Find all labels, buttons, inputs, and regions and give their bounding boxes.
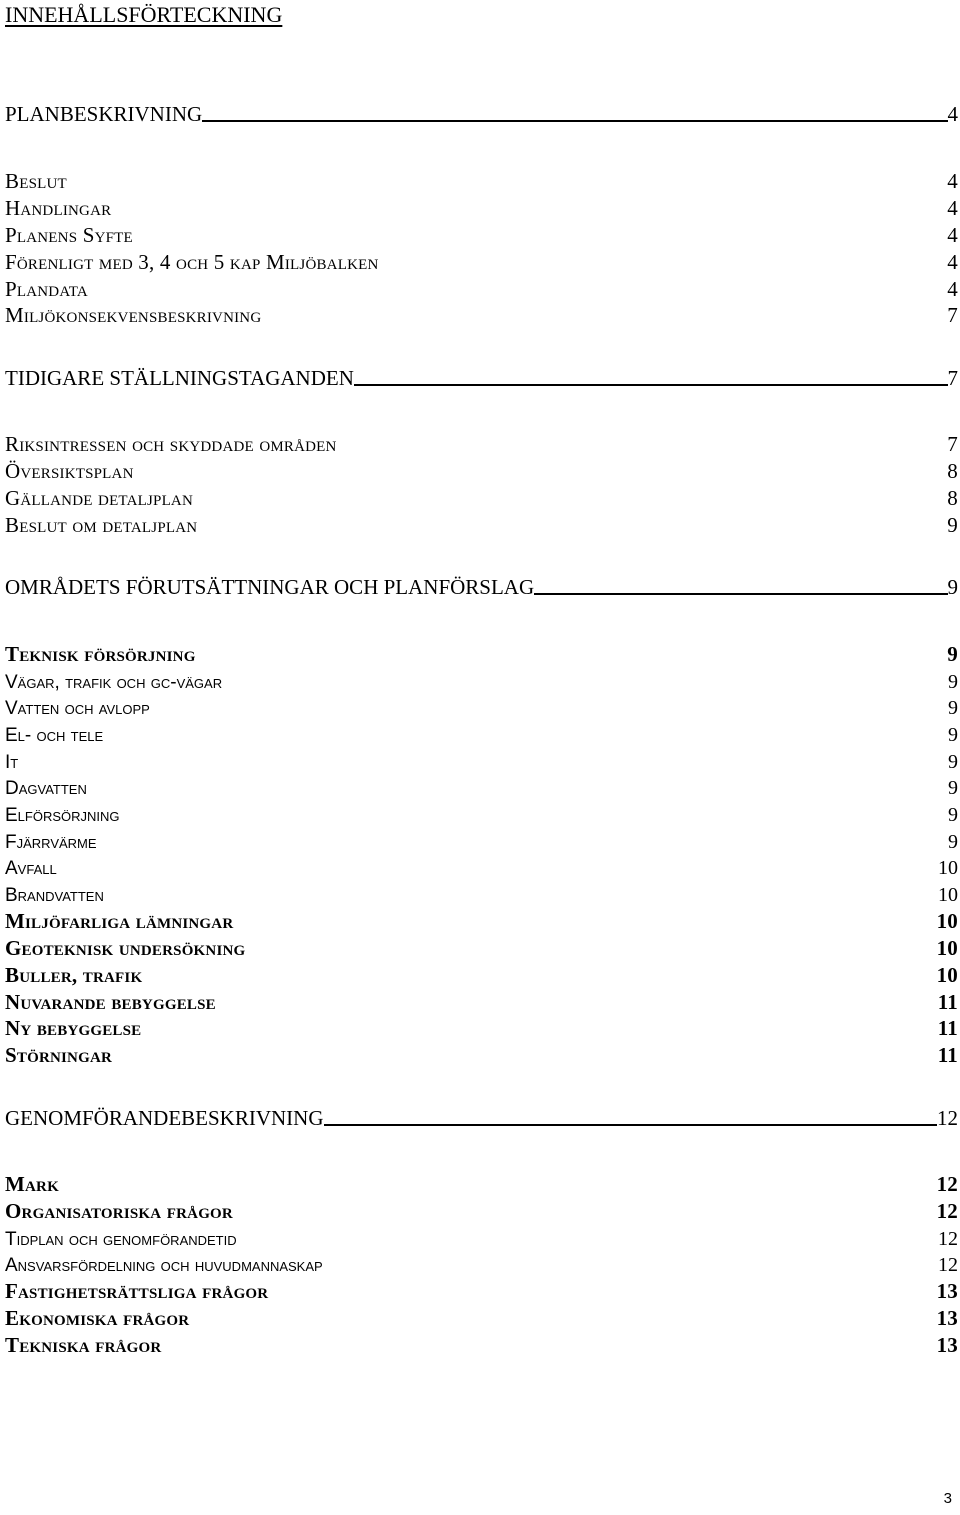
toc-entry-page: 12: [938, 1254, 958, 1276]
toc-entry-dagvatten[interactable]: [5, 774, 958, 800]
toc-entry-label: Ansvarsfördelning och huvudmannaskap: [5, 1255, 323, 1276]
toc-entry-page: 10: [936, 909, 958, 933]
toc-entry-label: TIDIGARE STÄLLNINGSTAGANDEN: [5, 366, 354, 390]
toc-section-genomforande[interactable]: [5, 1105, 958, 1131]
toc-entry-page: 7: [947, 432, 958, 456]
toc-entry-page: 11: [937, 990, 958, 1014]
toc-entry-it[interactable]: [5, 748, 958, 774]
toc-entry-page: 4: [947, 196, 958, 220]
toc-entry-page: 12: [937, 1106, 958, 1130]
toc-section-omradets[interactable]: [5, 574, 958, 600]
toc-entry-storningar[interactable]: [5, 1042, 958, 1068]
toc-entry-page: 9: [947, 642, 958, 666]
toc-entry-label: El- och tele: [5, 725, 104, 746]
toc-entry-vagar[interactable]: [5, 668, 958, 694]
toc-entry-label: Förenligt med 3, 4 och 5 kap Miljöbalken: [5, 250, 379, 274]
toc-entry-el-tele[interactable]: [5, 721, 958, 747]
toc-entry-page: 4: [947, 250, 958, 274]
toc-entry-page: 10: [938, 884, 958, 906]
toc-entry-riksintressen[interactable]: [5, 431, 958, 457]
toc-entry-label: It: [5, 752, 19, 773]
toc-entry-label: Geoteknisk undersökning: [5, 936, 246, 960]
toc-entry-page: 9: [947, 575, 958, 599]
toc-entry-organisatoriska[interactable]: [5, 1198, 958, 1224]
toc-entry-forenligt[interactable]: [5, 249, 958, 275]
toc-entry-page: 10: [936, 936, 958, 960]
toc-entry-label: Elförsörjning: [5, 805, 120, 826]
toc-entry-label: Tidplan och genomförandetid: [5, 1229, 237, 1250]
toc-entry-teknisk-forsorjning[interactable]: [5, 641, 958, 667]
toc-entry-label: Vägar, trafik och gc-vägar: [5, 672, 223, 693]
toc-entry-label: Fastighetsrättsliga frågor: [5, 1279, 269, 1303]
toc-entry-buller[interactable]: [5, 962, 958, 988]
toc-entry-label: Miljökonsekvensbeskrivning: [5, 303, 262, 327]
toc-entry-elforsorjning[interactable]: [5, 801, 958, 827]
toc-entry-fjarrvarme[interactable]: [5, 828, 958, 854]
toc-entry-label: Nuvarande bebyggelse: [5, 990, 216, 1014]
toc-entry-page: 9: [948, 777, 958, 799]
toc-entry-ny-bebyggelse[interactable]: [5, 1015, 958, 1041]
toc-leader-line: [324, 1124, 937, 1126]
toc-leader-line: [534, 593, 947, 595]
toc-entry-label: Beslut: [5, 169, 67, 193]
toc-entry-page: 4: [947, 102, 958, 126]
toc-leader-line: [354, 384, 948, 386]
toc-entry-nuvarande-bebyggelse[interactable]: [5, 989, 958, 1015]
toc-entry-page: 10: [938, 857, 958, 879]
toc-entry-mark[interactable]: [5, 1171, 958, 1197]
toc-entry-label: OMRÅDETS FÖRUTSÄTTNINGAR OCH PLANFÖRSLAG: [5, 575, 535, 599]
page-number: 3: [943, 1490, 952, 1507]
toc-entry-mkb[interactable]: [5, 302, 958, 328]
toc-entry-vatten-avlopp[interactable]: [5, 694, 958, 720]
toc-title: INNEHÅLLSFÖRTECKNING: [5, 2, 283, 27]
toc-entry-page: 12: [936, 1172, 958, 1196]
toc-entry-label: Brandvatten: [5, 885, 104, 906]
toc-entry-page: 4: [947, 277, 958, 301]
toc-entry-label: Dagvatten: [5, 778, 87, 799]
toc-entry-planens-syfte[interactable]: [5, 222, 958, 248]
toc-entry-label: Vatten och avlopp: [5, 698, 150, 719]
toc-entry-label: Fjärrvärme: [5, 832, 97, 853]
toc-entry-page: 11: [937, 1016, 958, 1040]
toc-entry-beslut-detaljplan[interactable]: [5, 512, 958, 538]
toc-section-planbeskrivning[interactable]: [5, 101, 958, 127]
toc-entry-page: 8: [947, 486, 958, 510]
toc-entry-label: Plandata: [5, 277, 88, 301]
toc-entry-page: 4: [947, 223, 958, 247]
toc-entry-plandata[interactable]: [5, 276, 958, 302]
toc-entry-miljofarliga[interactable]: [5, 908, 958, 934]
toc-entry-tekniska[interactable]: [5, 1332, 958, 1358]
toc-entry-label: Planens Syfte: [5, 223, 133, 247]
toc-entry-page: 12: [936, 1199, 958, 1223]
toc-entry-page: 4: [947, 169, 958, 193]
toc-entry-label: Ny bebyggelse: [5, 1016, 142, 1040]
toc-entry-oversiktsplan[interactable]: [5, 458, 958, 484]
toc-section-tidigare[interactable]: [5, 365, 958, 391]
toc-entry-label: Gällande detaljplan: [5, 486, 193, 510]
toc-entry-page: 12: [938, 1228, 958, 1250]
toc-entry-page: 9: [948, 671, 958, 693]
toc-entry-gallande-detaljplan[interactable]: [5, 485, 958, 511]
toc-entry-page: 7: [947, 303, 958, 327]
toc-entry-page: 10: [936, 963, 958, 987]
toc-entry-label: Avfall: [5, 858, 57, 879]
toc-entry-geoteknisk[interactable]: [5, 935, 958, 961]
toc-entry-label: Mark: [5, 1172, 59, 1196]
toc-entry-label: Beslut om detaljplan: [5, 513, 198, 537]
toc-entry-label: Buller, trafik: [5, 963, 143, 987]
toc-entry-label: Riksintressen och skyddade områden: [5, 432, 337, 456]
toc-entry-handlingar[interactable]: [5, 195, 958, 221]
toc-entry-label: Tekniska frågor: [5, 1333, 162, 1357]
toc-entry-label: Störningar: [5, 1043, 113, 1067]
toc-entry-label: GENOMFÖRANDEBESKRIVNING: [5, 1106, 324, 1130]
toc-entry-page: 13: [936, 1279, 958, 1303]
toc-entry-label: Översiktsplan: [5, 459, 134, 483]
toc-entry-page: 9: [948, 724, 958, 746]
toc-entry-page: 9: [948, 697, 958, 719]
toc-entry-avfall[interactable]: [5, 854, 958, 880]
toc-entry-page: 8: [947, 459, 958, 483]
toc-entry-ekonomiska[interactable]: [5, 1305, 958, 1331]
toc-entry-page: 13: [936, 1333, 958, 1357]
toc-entry-page: 13: [936, 1306, 958, 1330]
toc-entry-page: 11: [937, 1043, 958, 1067]
toc-entry-brandvatten[interactable]: [5, 881, 958, 907]
toc-leader-line: [202, 120, 947, 122]
toc-entry-ansvarsfordelning[interactable]: [5, 1251, 958, 1277]
toc-entry-label: Miljöfarliga lämningar: [5, 909, 234, 933]
toc-entry-label: Ekonomiska frågor: [5, 1306, 190, 1330]
toc-entry-beslut[interactable]: [5, 168, 958, 194]
toc-entry-page: 7: [947, 366, 958, 390]
toc-entry-page: 9: [947, 513, 958, 537]
toc-entry-fastighetsrattsliga[interactable]: [5, 1278, 958, 1304]
toc-entry-page: 9: [948, 831, 958, 853]
toc-entry-page: 9: [948, 804, 958, 826]
toc-entry-page: 9: [948, 751, 958, 773]
toc-entry-label: Organisatoriska frågor: [5, 1199, 233, 1223]
toc-entry-label: Handlingar: [5, 196, 112, 220]
toc-entry-label: Teknisk försörjning: [5, 642, 196, 666]
toc-entry-label: PLANBESKRIVNING: [5, 102, 203, 126]
toc-entry-tidplan[interactable]: [5, 1225, 958, 1251]
